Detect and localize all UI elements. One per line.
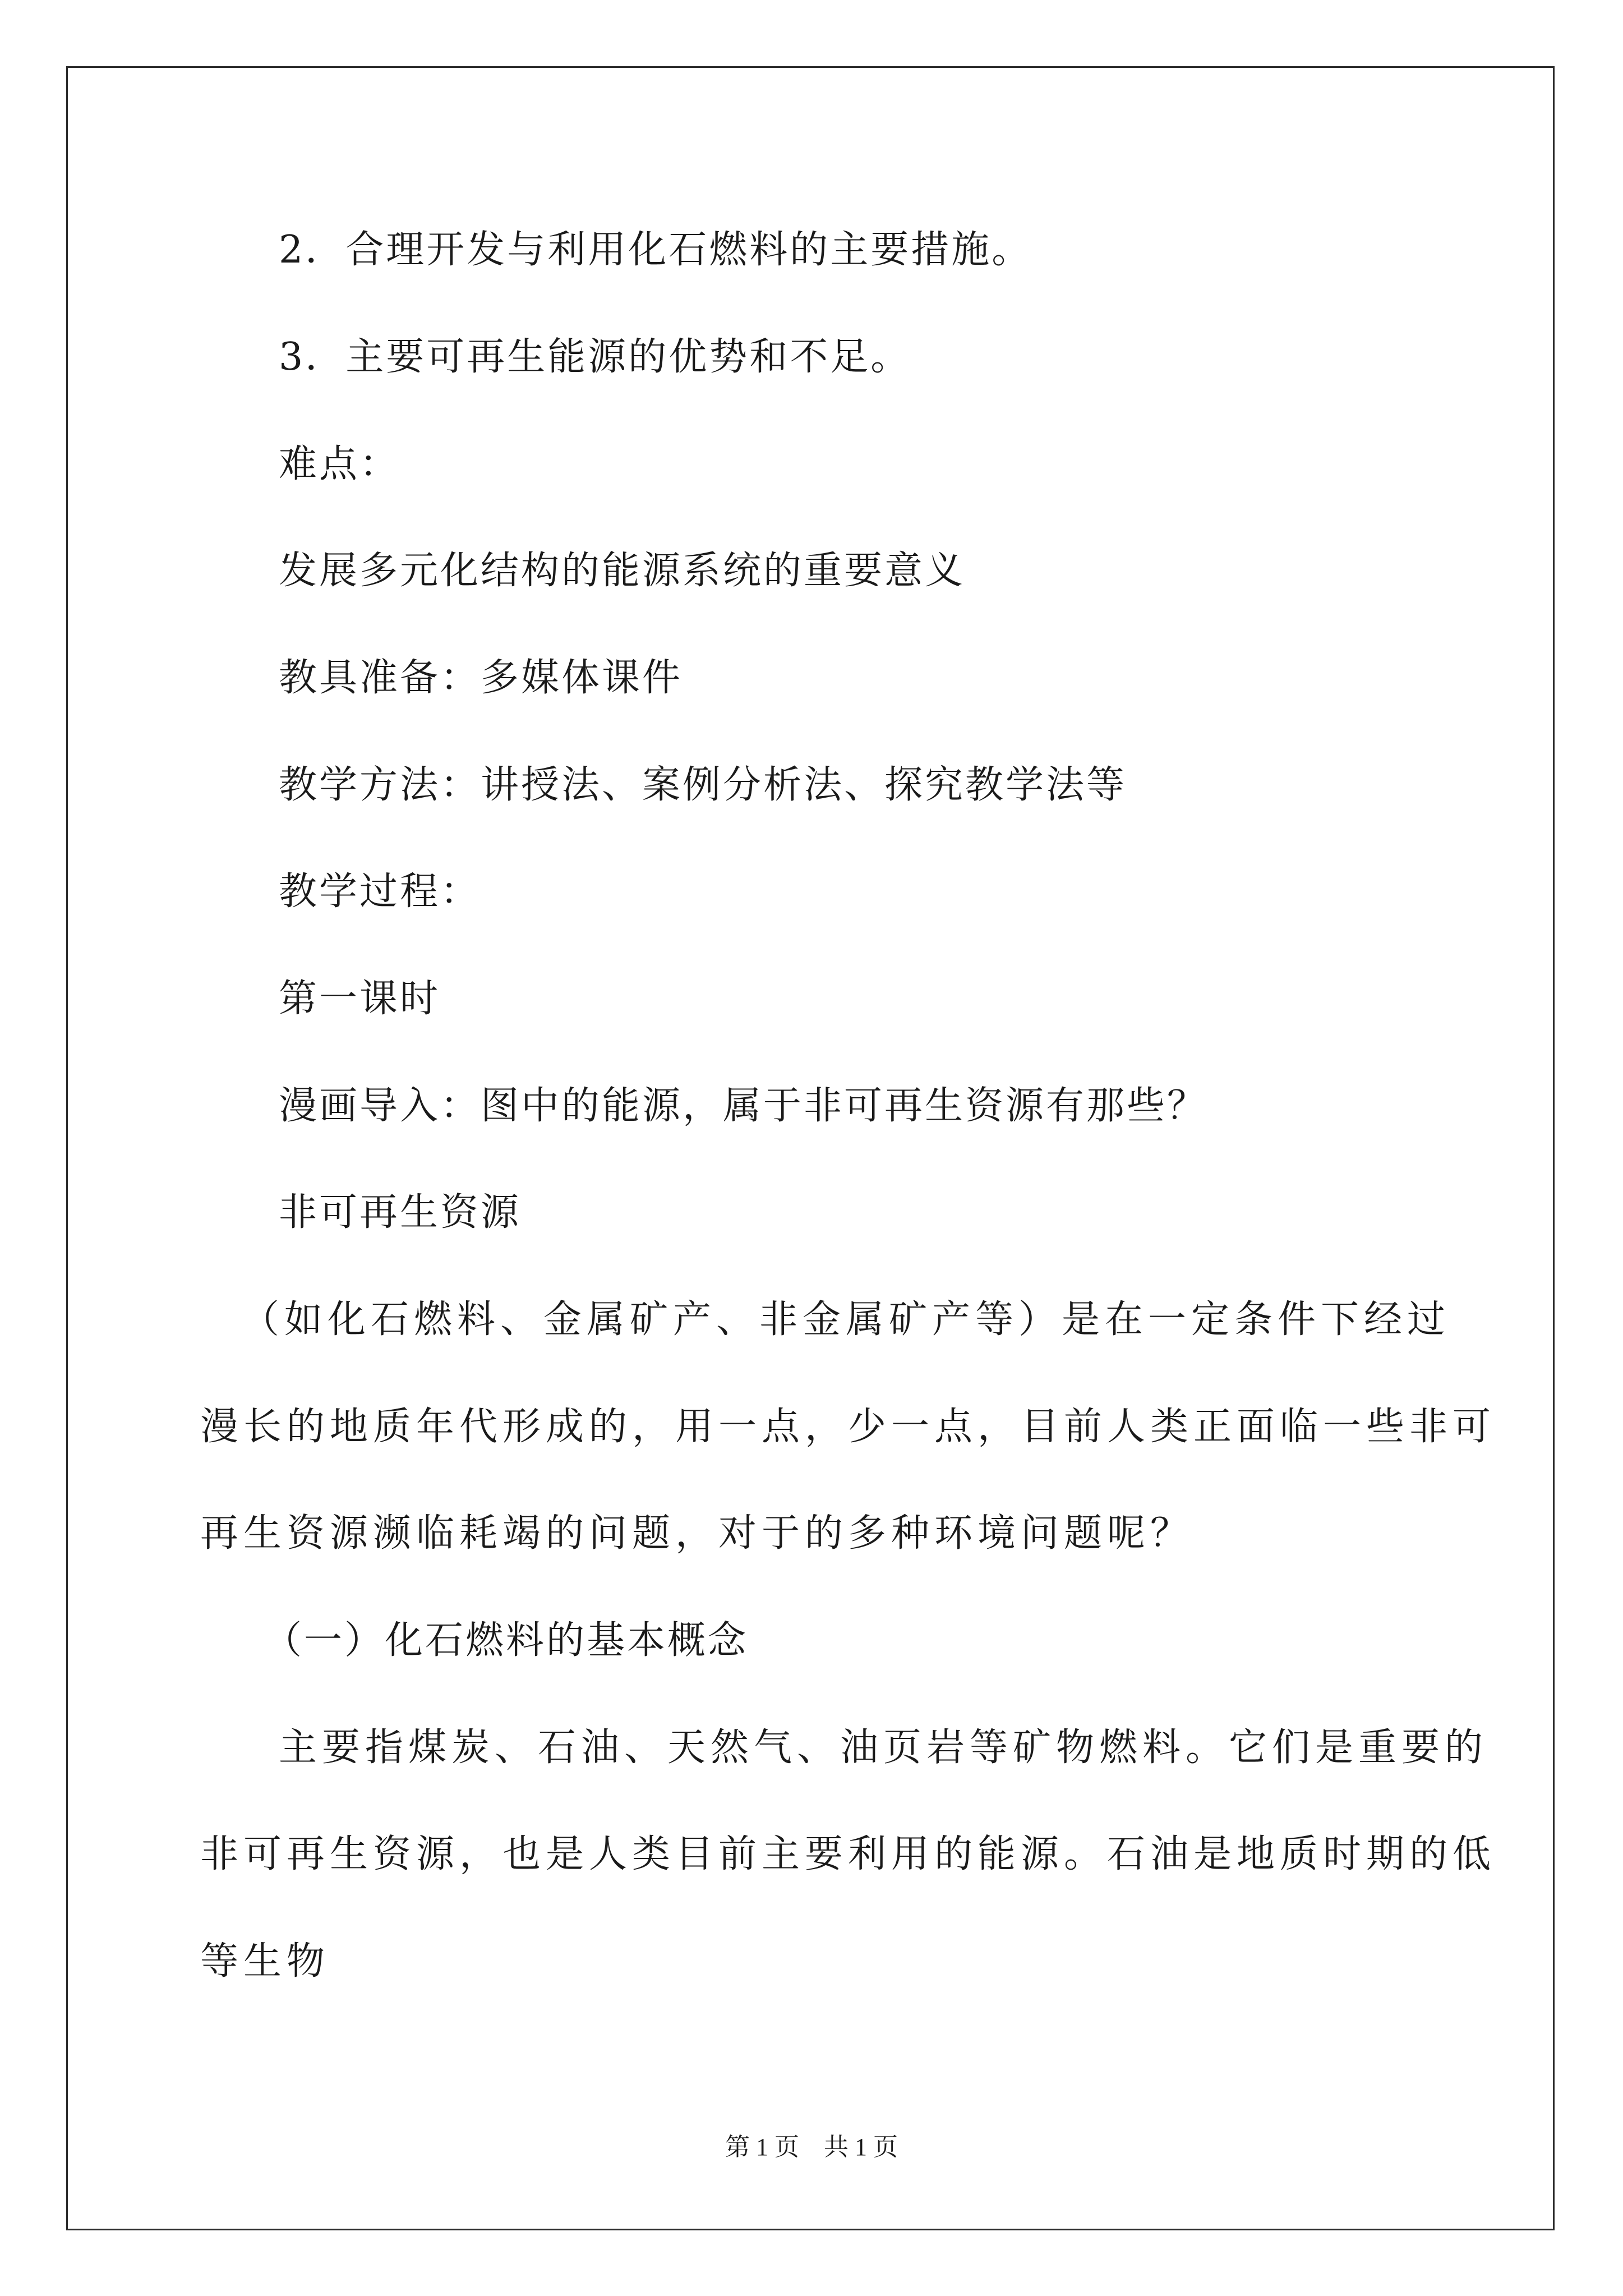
text-line: 2．合理开发与利用化石燃料的主要措施。 <box>279 228 1032 272</box>
paragraph-line: 非可再生资源，也是人类目前主要利用的能源。石油是地质时期的低 <box>200 1832 1496 1876</box>
text-line: 非可再生资源 <box>279 1190 522 1235</box>
text-line: 漫画导入：图中的能源，属于非可再生资源有那些？ <box>279 1084 1208 1128</box>
text-line: 教学方法：讲授法、案例分析法、探究教学法等 <box>279 763 1127 807</box>
text-line: 难点： <box>279 442 400 486</box>
text-line: 发展多元化结构的能源系统的重要意义 <box>279 549 966 593</box>
paragraph-line: 漫长的地质年代形成的，用一点，少一点，目前人类正面临一些非可 <box>200 1405 1496 1449</box>
paragraph-line: （如化石燃料、金属矿产、非金属矿产等）是在一定条件下经过 <box>241 1297 1451 1342</box>
text-line: 教具准备：多媒体课件 <box>279 656 683 700</box>
page-number: 第 1 页 共 1 页 <box>725 2133 898 2161</box>
paragraph-line: 再生资源濒临耗竭的问题，对于的多种环境问题呢？ <box>200 1511 1194 1556</box>
page-border <box>66 66 1555 2230</box>
text-line: 教学过程： <box>279 869 481 914</box>
text-line: 第一课时 <box>279 977 441 1021</box>
paragraph-line: 主要指煤炭、石油、天然气、油页岩等矿物燃料。它们是重要的 <box>279 1726 1488 1770</box>
paragraph-line: 等生物 <box>200 1939 330 1984</box>
section-heading: （一）化石燃料的基本概念 <box>264 1618 749 1663</box>
text-line: 3．主要可再生能源的优势和不足。 <box>279 335 911 379</box>
